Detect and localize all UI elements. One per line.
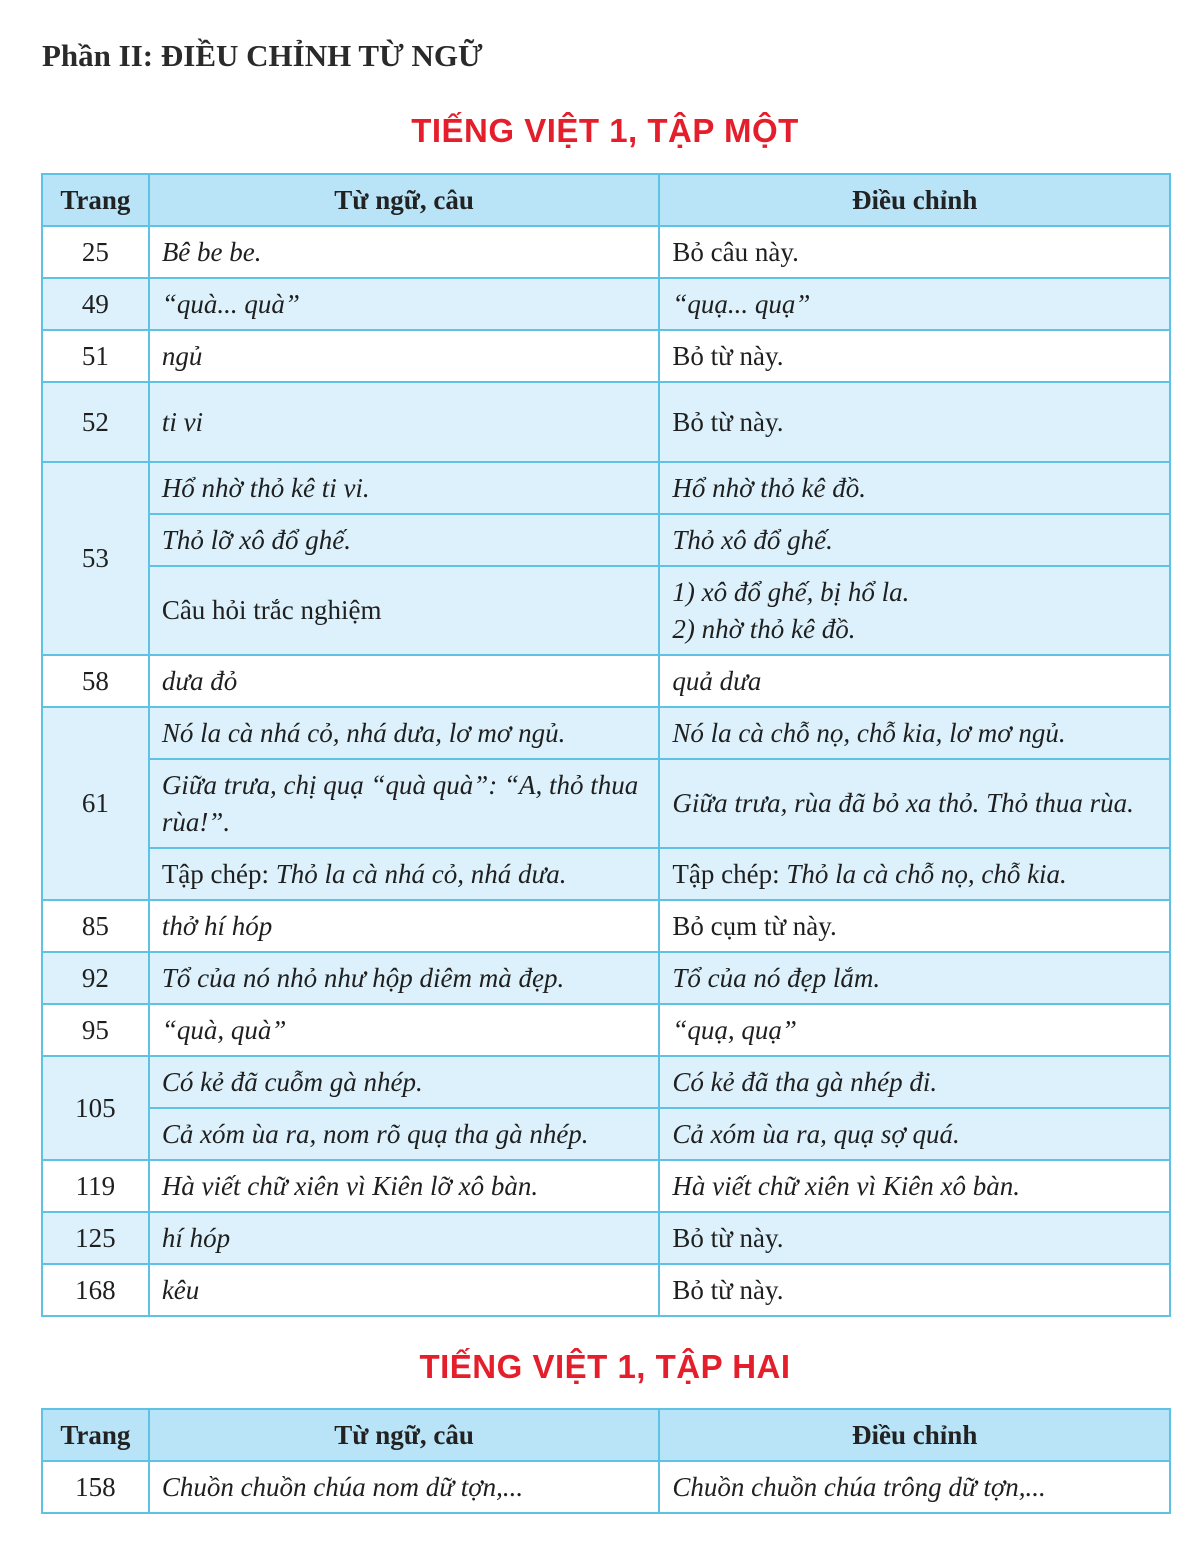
table-row xyxy=(42,1056,1170,1108)
phrase-cell: ngủ xyxy=(149,330,660,382)
phrase-cell xyxy=(149,848,660,900)
table-header-row xyxy=(42,174,1170,226)
table-row xyxy=(42,900,1170,952)
phrase-cell: Nó la cà nhá cỏ, nhá dưa, lơ mơ ngủ. xyxy=(149,707,660,759)
table-row xyxy=(42,655,1170,707)
phrase-cell: Thỏ lỡ xô đổ ghế. xyxy=(149,514,660,566)
phrase-cell: dưa đỏ xyxy=(149,655,660,707)
fix-cell: quả dưa xyxy=(659,655,1170,707)
table-header-row xyxy=(42,1409,1170,1461)
page-cell: 105 xyxy=(42,1056,149,1160)
phrase-label: Tập chép: xyxy=(161,858,270,889)
table-row xyxy=(42,759,1170,848)
table-row xyxy=(42,514,1170,566)
col-header-phrase: Từ ngữ, câu xyxy=(149,1409,660,1461)
table-row xyxy=(42,952,1170,1004)
fix-cell: Cả xóm ùa ra, quạ sợ quá. xyxy=(659,1108,1170,1160)
fix-cell xyxy=(659,848,1170,900)
table-row xyxy=(42,330,1170,382)
phrase-text: Thỏ la cà nhá cỏ, nhá dưa. xyxy=(275,858,567,889)
fix-cell: Chuồn chuồn chúa trông dữ tợn,... xyxy=(659,1461,1170,1513)
table-row xyxy=(42,1264,1170,1316)
fix-cell: Hà viết chữ xiên vì Kiên xô bàn. xyxy=(659,1160,1170,1212)
fix-cell: Bỏ cụm từ này. xyxy=(659,900,1170,952)
page-cell: 53 xyxy=(42,462,149,655)
page-heading: Phần II: ĐIỀU CHỈNH TỪ NGỮ xyxy=(42,38,483,73)
page-cell: 49 xyxy=(42,278,149,330)
page-cell: 25 xyxy=(42,226,149,278)
table1-title: TIẾNG VIỆT 1, TẬP MỘT xyxy=(411,112,799,149)
fix-cell: Hổ nhờ thỏ kê đồ. xyxy=(659,462,1170,514)
fix-cell: “quạ, quạ” xyxy=(659,1004,1170,1056)
col-header-page: Trang xyxy=(42,174,149,226)
page-cell: 58 xyxy=(42,655,149,707)
table-row xyxy=(42,848,1170,900)
table-row xyxy=(42,1212,1170,1264)
phrase-cell: Câu hỏi trắc nghiệm xyxy=(149,566,660,655)
phrase-cell: Cả xóm ùa ra, nom rõ quạ tha gà nhép. xyxy=(149,1108,660,1160)
fix-cell: Nó la cà chỗ nọ, chỗ kia, lơ mơ ngủ. xyxy=(659,707,1170,759)
phrase-cell: Hổ nhờ thỏ kê ti vi. xyxy=(149,462,660,514)
phrase-cell: “quà, quà” xyxy=(149,1004,660,1056)
page-cell: 52 xyxy=(42,382,149,462)
fix-cell: Bỏ từ này. xyxy=(659,1264,1170,1316)
page-cell: 61 xyxy=(42,707,149,900)
fix-text: Thỏ la cà chỗ nọ, chỗ kia. xyxy=(786,858,1067,889)
phrase-cell: Bê be be. xyxy=(149,226,660,278)
table-row xyxy=(42,1108,1170,1160)
table-row xyxy=(42,1004,1170,1056)
table-row xyxy=(42,566,1170,655)
fix-label: Tập chép: xyxy=(672,858,780,889)
phrase-cell: “quà... quà” xyxy=(149,278,660,330)
page-cell: 125 xyxy=(42,1212,149,1264)
col-header-fix: Điều chỉnh xyxy=(659,1409,1170,1461)
fix-cell: Bỏ từ này. xyxy=(659,382,1170,462)
phrase-cell: kêu xyxy=(149,1264,660,1316)
col-header-phrase: Từ ngữ, câu xyxy=(149,174,660,226)
corrections-table-vol1 xyxy=(41,173,1171,1317)
col-header-fix: Điều chỉnh xyxy=(659,174,1170,226)
phrase-cell: Giữa trưa, chị quạ “quà quà”: “A, thỏ thua rùa!”. xyxy=(149,759,660,848)
page-cell: 119 xyxy=(42,1160,149,1212)
table-row xyxy=(42,462,1170,514)
page-cell: 85 xyxy=(42,900,149,952)
fix-cell: Có kẻ đã tha gà nhép đi. xyxy=(659,1056,1170,1108)
phrase-cell: Hà viết chữ xiên vì Kiên lỡ xô bàn. xyxy=(149,1160,660,1212)
fix-cell: “quạ... quạ” xyxy=(659,278,1170,330)
fix-cell: Tổ của nó đẹp lắm. xyxy=(659,952,1170,1004)
phrase-cell: Tổ của nó nhỏ như hộp diêm mà đẹp. xyxy=(149,952,660,1004)
phrase-cell: ti vi xyxy=(149,382,660,462)
col-header-page: Trang xyxy=(42,1409,149,1461)
table-row xyxy=(42,226,1170,278)
fix-cell: Bỏ câu này. xyxy=(659,226,1170,278)
page-cell: 51 xyxy=(42,330,149,382)
page-cell: 168 xyxy=(42,1264,149,1316)
page-cell: 158 xyxy=(42,1461,149,1513)
page-cell: 92 xyxy=(42,952,149,1004)
fix-cell: 1) xô đổ ghế, bị hổ la. 2) nhờ thỏ kê đồ. xyxy=(659,566,1170,655)
table-row xyxy=(42,382,1170,462)
phrase-cell: hí hóp xyxy=(149,1212,660,1264)
table2-title: TIẾNG VIỆT 1, TẬP HAI xyxy=(419,1348,791,1385)
phrase-cell: thở hí hóp xyxy=(149,900,660,952)
corrections-table-vol2 xyxy=(41,1408,1171,1514)
fix-cell: Thỏ xô đổ ghế. xyxy=(659,514,1170,566)
fix-cell: Bỏ từ này. xyxy=(659,330,1170,382)
table-row xyxy=(42,1160,1170,1212)
table-row xyxy=(42,707,1170,759)
table-row xyxy=(42,1461,1170,1513)
page-cell: 95 xyxy=(42,1004,149,1056)
phrase-cell: Có kẻ đã cuỗm gà nhép. xyxy=(149,1056,660,1108)
phrase-cell: Chuồn chuồn chúa nom dữ tợn,... xyxy=(149,1461,660,1513)
fix-cell: Bỏ từ này. xyxy=(659,1212,1170,1264)
fix-cell: Giữa trưa, rùa đã bỏ xa thỏ. Thỏ thua rùa. xyxy=(659,759,1170,848)
table-row xyxy=(42,278,1170,330)
